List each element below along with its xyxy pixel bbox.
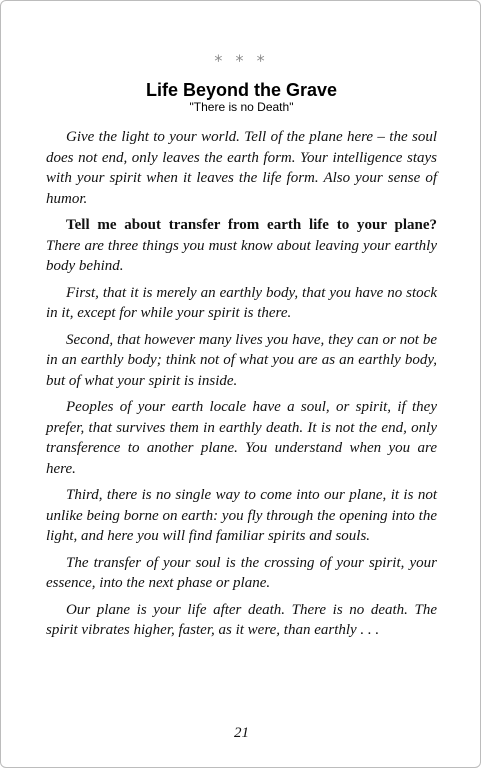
paragraph-6: Third, there is no single way to come into our plane, it is not unlike being borne on earth: you fly through the opening into the light, and here you will find familiar spirits and souls.: [46, 487, 437, 544]
paragraph-2: [46, 215, 437, 277]
chapter-title: Life Beyond the Grave: [145, 80, 338, 100]
paragraph-7: The transfer of your soul is the crossing of your spirit, your essence, into the next phase or plane.: [46, 554, 437, 591]
page-number: 21: [234, 725, 249, 741]
paragraph-3: First, that it is merely an earthly body, that you have no stock in it, except for while your spirit is there.: [46, 284, 437, 321]
chapter-subtitle: "There is no Death": [189, 100, 294, 114]
page-body: [46, 127, 437, 647]
section-ornament: * * *: [214, 51, 269, 70]
answer-text: There are three things you must know about leaving your earthly body behind.: [46, 237, 437, 274]
paragraph-5: Peoples of your earth locale have a soul, or spirit, if they prefer, that survives them in earthly death. It is not the end, only transference to another plane. You understand when you are here.: [46, 399, 437, 477]
paragraph-1: Give the light to your world. Tell of the plane here – the soul does not end, only leaves the earth form. Your intelligence stays with your spirit when it leaves the life form. Also your sense of humor.: [46, 129, 437, 207]
question-text: Tell me about transfer from earth life to your plane?: [66, 217, 437, 233]
paragraph-8: Our plane is your life after death. There is no death. The spirit vibrates higher, faster, as it were, than earthly . . .: [46, 601, 437, 638]
paragraph-4: Second, that however many lives you have, they can or not be in an earthly body; think not of what you are as an earthly body, but of what your spirit is inside.: [46, 331, 437, 389]
